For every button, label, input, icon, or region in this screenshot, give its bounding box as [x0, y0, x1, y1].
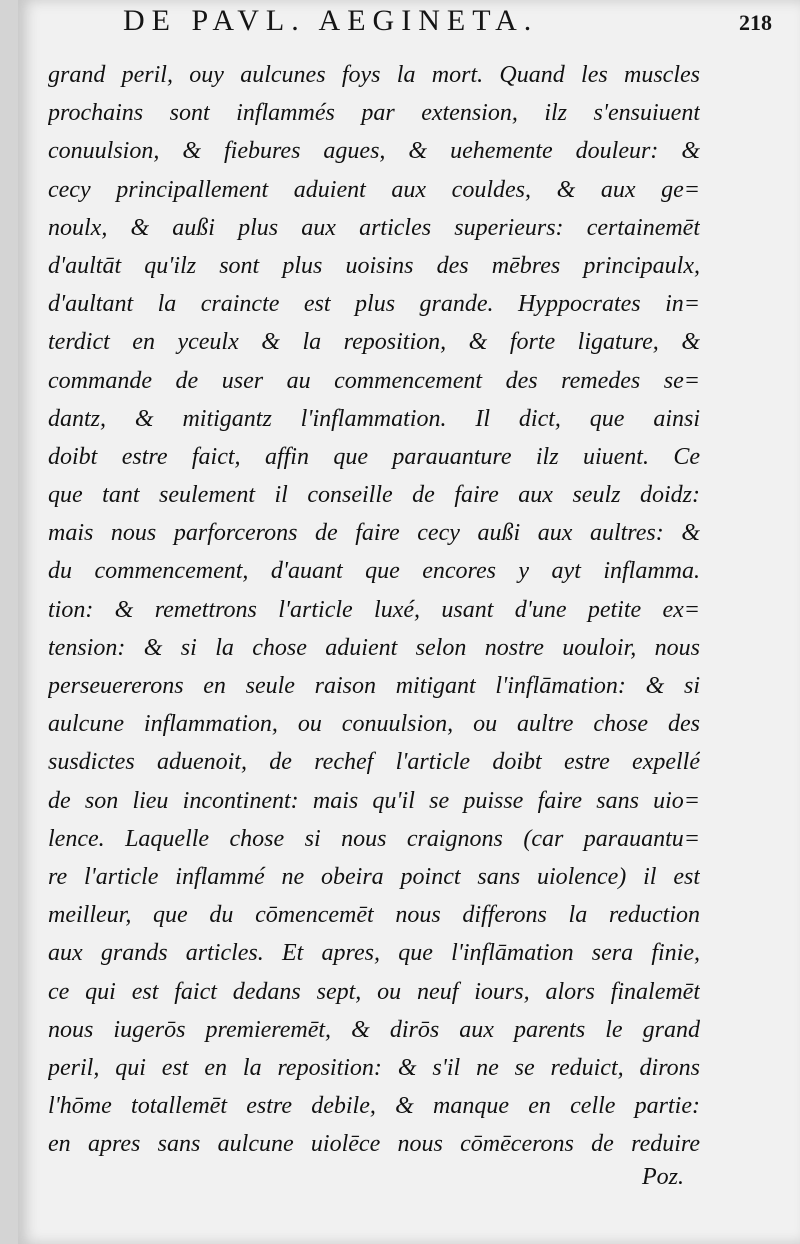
text-line: conuulsion, & fiebures agues, & uehemente douleur: &: [48, 138, 700, 165]
text-line: tion: & remettrons l'article luxé, usant d'une petite ex=: [48, 596, 700, 623]
text-line: l'hōme totallemēt estre debile, & manque en celle partie:: [48, 1093, 700, 1120]
text-line: terdict en yceulx & la reposition, & forte ligature, &: [48, 329, 700, 356]
text-line: doibt estre faict, affin que parauanture ilz uiuent. Ce: [48, 443, 700, 470]
text-line: dantz, & mitigantz l'inflammation. Il dict, que ainsi: [48, 405, 700, 432]
text-line: tension: & si la chose aduient selon nostre uouloir, nous: [48, 634, 700, 661]
text-line: grand peril, ouy aulcunes foys la mort. Quand les muscles: [48, 62, 700, 88]
text-line: d'aultāt qu'ilz sont plus uoisins des mēbres principaulx,: [48, 252, 700, 279]
text-line: de son lieu incontinent: mais qu'il se puisse faire sans uio=: [48, 787, 700, 814]
text-line: commande de user au commencement des remedes se=: [48, 367, 700, 394]
text-line: meilleur, que du cōmencemēt nous differons la reduction: [48, 902, 700, 929]
text-line: que tant seulement il conseille de faire aux seulz doidz:: [48, 482, 700, 509]
text-line: noulx, & außi plus aux articles superieurs: certainemēt: [48, 214, 700, 241]
text-line: perseuererons en seule raison mitigant l'inflāmation: & si: [48, 673, 700, 699]
text-line: en apres sans aulcune uiolēce nous cōmēcerons de reduire: [48, 1131, 700, 1158]
catchword: Poz.: [642, 1164, 684, 1190]
text-line: susdictes aduenoit, de rechef l'article doibt estre expellé: [48, 749, 700, 776]
text-line: aux grands articles. Et apres, que l'inflāmation sera finie,: [48, 940, 700, 967]
text-line: lence. Laquelle chose si nous craignons (car parauantu=: [48, 825, 700, 852]
body-text: [48, 56, 700, 1163]
running-title: DE PAVL. AEGINETA.: [123, 4, 539, 37]
text-line: cecy principallement aduient aux couldes, & aux ge=: [48, 176, 700, 203]
text-line: re l'article inflammé ne obeira poinct sans uiolence) il est: [48, 863, 700, 890]
text-line: du commencement, d'auant que encores y ayt inflamma.: [48, 558, 700, 585]
text-line: prochains sont inflammés par extension, ilz s'ensuiuent: [48, 100, 700, 127]
text-line: peril, qui est en la reposition: & s'il ne se reduict, dirons: [48, 1054, 700, 1081]
text-line: d'aultant la craincte est plus grande. Hyppocrates in=: [48, 291, 700, 318]
text-line: aulcune inflammation, ou conuulsion, ou aultre chose des: [48, 711, 700, 738]
text-line: nous iugerōs premieremēt, & dirōs aux parents le grand: [48, 1016, 700, 1043]
text-line: ce qui est faict dedans sept, ou neuf iours, alors finalemēt: [48, 978, 700, 1005]
book-page: [18, 0, 800, 1244]
text-line: mais nous parforcerons de faire cecy außi aux aultres: &: [48, 520, 700, 547]
page-number: 218: [739, 10, 772, 35]
